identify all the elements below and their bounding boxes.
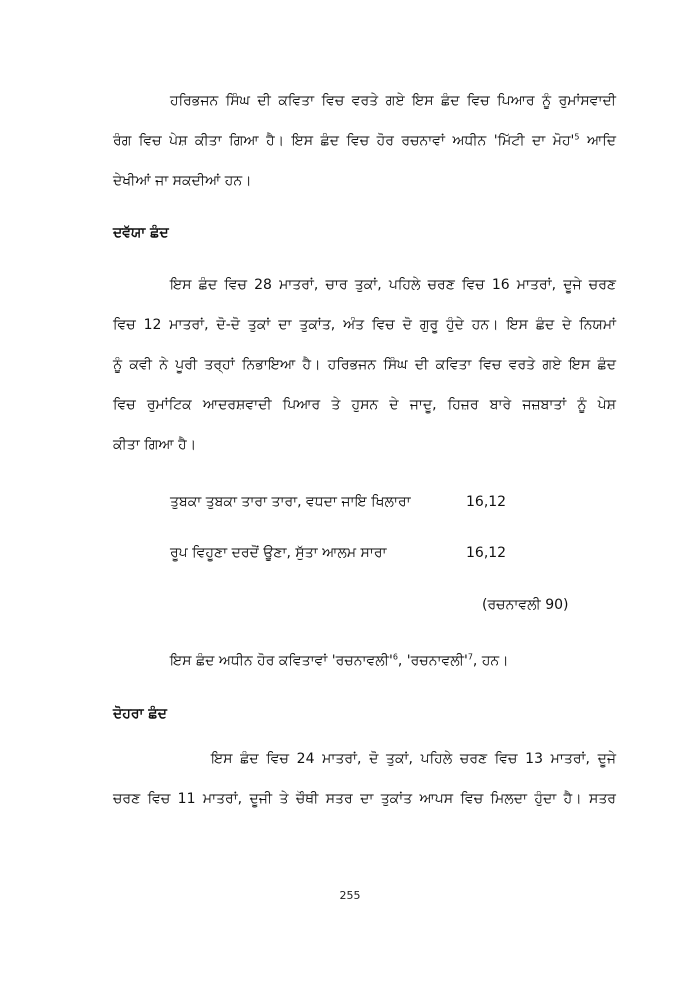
section1-line-3: ਨੂੰ ਕਵੀ ਨੇ ਪੂਰੀ ਤਰ੍ਹਾਂ ਨਿਭਾਇਆ ਹੈ। ਹਰਿਭਜਨ ਸਿੰਘ ਦੀ ਕਵਿਤਾ ਵਿਚ ਵਰਤੇ ਗਏ ਇਸ ਛੰਦ [113,357,616,373]
page-number: 255 [339,889,361,902]
section1-line-1: ਇਸ ਛੰਦ ਵਿਚ 28 ਮਾਤਰਾਂ, ਚਾਰ ਤੁਕਾਂ, ਪਹਿਲੇ ਚਰਣ ਵਿਚ 16 ਮਾਤਰਾਂ, ਦੂਜੇ ਚਰਣ [170,277,616,293]
section-heading-davaiya: ਦਵੱਯਾ ਛੰਦ [113,225,169,241]
section-heading-dohra: ਦੋਹਰਾ ਛੰਦ [113,706,167,722]
other-works-line: ਇਸ ਛੰਦ ਅਧੀਨ ਹੋਰ ਕਵਿਤਾਵਾਂ '$ਰਚਨਾਵਲੀ'^6$, '$ਰਚਨਾਵਲੀ'^7$, ਹਨ। [170,652,509,669]
footnote-ref-5: 5 [574,132,580,142]
section2-line-1: ਇਸ ਛੰਦ ਵਿਚ 24 ਮਾਤਰਾਂ, ਦੋ ਤੁਕਾਂ, ਪਹਿਲੇ ਚਰਣ ਵਿਚ 13 ਮਾਤਰਾਂ, ਦੂਜੇ [211,751,616,767]
verse-meter-1: 16,12 [466,494,507,510]
verse-meter-2: 16,12 [466,545,507,561]
intro-line-1: ਹਰਿਭਜਨ ਸਿੰਘ ਦੀ ਕਵਿਤਾ ਵਿਚ ਵਰਤੇ ਗਏ ਇਸ ਛੰਦ ਵਿਚ ਪਿਆਰ ਨੂੰ ਰੁਮਾਂਸਵਾਦੀ [170,93,616,109]
footnote-ref-6: 6 [392,652,398,662]
section1-line-4: ਵਿਚ ਰੁਮਾਂਟਿਕ ਆਦਰਸ਼ਵਾਦੀ ਪਿਆਰ ਤੇ ਹੁਸਨ ਦੇ ਜਾਦੂ, ਹਿਜ਼ਰ ਬਾਰੇ ਜਜ਼ਬਾਤਾਂ ਨੂੰ ਪੇਸ਼ [113,397,616,413]
verse-line-2: ਰੂਪ ਵਿਹੂਣਾ ਦਰਦੋਂ ਊਣਾ, ਸੁੱਤਾ ਆਲਮ ਸਾਰਾ [170,545,387,561]
verse-line-1: ਤੁਬਕਾ ਤੁਬਕਾ ਤਾਰਾ ਤਾਰਾ, ਵਧਦਾ ਜਾਇ ਖਿਲਾਰਾ [170,494,411,510]
intro-line-3: ਦੇਖੀਆਂ ਜਾ ਸਕਦੀਆਂ ਹਨ। [113,173,252,189]
footnote-ref-7: 7 [467,652,473,662]
section1-line-5: ਕੀਤਾ ਗਿਆ ਹੈ। [113,437,197,453]
verse-source-citation: (ਰਚਨਾਵਲੀ 90) [482,597,569,613]
intro-line-2: ਰੰਗ ਵਿਚ ਪੇਸ਼ ਕੀਤਾ ਗਿਆ ਹੈ। ਇਸ ਛੰਦ ਵਿਚ ਹੋਰ ਰਚਨਾਵਾਂ ਅਧੀਨ 'ਮਿੱਟੀ ਦਾ $ਮੋਹ'^5$ ਆਦਿ [113,132,616,149]
section2-line-2: ਚਰਣ ਵਿਚ 11 ਮਾਤਰਾਂ, ਦੂਜੀ ਤੇ ਚੌਥੀ ਸਤਰ ਦਾ ਤੁਕਾਂਤ ਆਪਸ ਵਿਚ ਮਿਲਦਾ ਹੁੰਦਾ ਹੈ। ਸਤਰ [113,791,616,807]
section1-line-2: ਵਿਚ 12 ਮਾਤਰਾਂ, ਦੋ-ਦੋ ਤੁਕਾਂ ਦਾ ਤੁਕਾਂਤ, ਅੰਤ ਵਿਚ ਦੋ ਗੁਰੂ ਹੁੰਦੇ ਹਨ। ਇਸ ਛੰਦ ਦੇ ਨਿਯਮਾਂ [113,317,616,333]
